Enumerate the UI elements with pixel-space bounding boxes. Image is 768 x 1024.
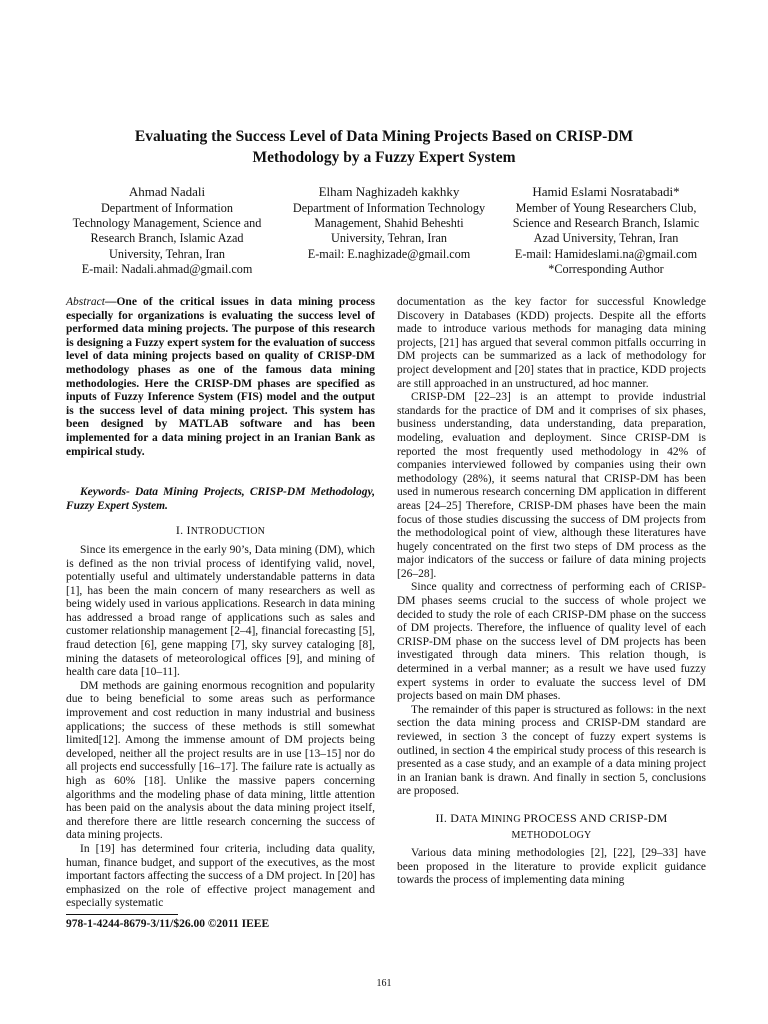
- author-email: E-mail: Nadali.ahmad@gmail.com: [81, 261, 253, 276]
- paper-title: [60, 126, 708, 168]
- section-heading-data-mining-process: II. DATA MINING PROCESS AND CRISP-DM METHODOLOGY: [435, 810, 668, 841]
- body-paragraph: documentation as the key factor for successful Knowledge Discovery in Databases (KDD) projects. Despite all the efforts made to introduce various methods for managing data mining projects, [21] has argued that several common pitfalls occurring in DM projects can be summarized as a lack of methodology for project development and [20] states that in practice, KDD projects are still approached in an unstructured, ad hoc manner.: [397, 296, 706, 390]
- abstract-text: —One of the critical issues in data mining process especially for organizations is evaluating the success level of performed data mining projects. The purpose of this research is designing a Fuzzy expert system for the evaluation of success level of data mining projects based on quality of CRISP-DM methodology phases as one of the famous data mining methodologies. Here the CRISP-DM phases are specified as inputs of Fuzzy Inference System (FIS) model and the output is the success level of data mining project. This system has been designed by MATLAB software and has been implemented for a data mining project in an Iranian Bank as empirical study.: [66, 296, 375, 458]
- corresponding-author-note: *Corresponding Author: [548, 261, 664, 276]
- keywords: Keywords- Data Mining Projects, CRISP-DM Methodology, Fuzzy Expert System.: [66, 486, 375, 512]
- author-affiliation-line: Member of Young Researchers Club,: [515, 201, 697, 215]
- body-paragraph: Various data mining methodologies [2], [22], [29–33] have been proposed in the literature to provide explicit guidance towards the process of implementing data mining: [397, 846, 706, 887]
- author-affiliation-line: Azad University, Tehran, Iran: [533, 231, 679, 246]
- body-paragraph: In [19] has determined four criteria, including data quality, human, finance budget, and support of the executives, as the most important factors affecting the success of a DM project. In [20] has emphasized on the role of effective project management and especially systematic: [66, 842, 375, 910]
- author-affiliation-line: Department of Information Technology: [292, 201, 486, 215]
- copyright-footnote: [66, 914, 375, 930]
- author-name: Elham Naghizadeh kakhky: [318, 184, 460, 199]
- author-email: E-mail: Hamideslami.na@gmail.com: [514, 246, 698, 261]
- author-affiliation-line: Science and Research Branch, Islamic: [512, 216, 700, 231]
- body-paragraph: The remainder of this paper is structured as follows: in the next section the data mining process and CRISP-DM standard are reviewed, in section 3 the concept of fuzzy expert systems is outlined, in section 4 the empirical study process of this research is presented as a case study, and an example of a data mining project in an Iranian bank is drawn. And finally in section 5, conclusions are proposed.: [397, 703, 706, 798]
- author-name: Ahmad Nadali: [128, 184, 206, 199]
- author-email: E-mail: E.naghizade@gmail.com: [307, 246, 471, 261]
- author-block: [62, 183, 706, 277]
- section-heading-introduction: I. INTRODUCTION: [175, 523, 266, 538]
- author-affiliation-line: Technology Management, Science and: [72, 216, 262, 231]
- author-2: [289, 183, 489, 277]
- author-affiliation-line: Department of Information: [101, 201, 233, 215]
- title-line-2: Methodology by a Fuzzy Expert System: [252, 149, 516, 166]
- right-column: [397, 296, 706, 888]
- author-affiliation-line: Management, Shahid Beheshti: [314, 216, 464, 231]
- body-paragraph: DM methods are gaining enormous recognition and popularity due to being beneficial to some areas such as performance improvement and cost reduction in many industrial and business applications; the success of these methods is still somewhat limited[12]. Among the immense amount of DM projects being developed, neither all the project results are in use [13–15] nor do all projects end successfully [16–17]. The failure rate is actually as high as 60% [18]. Unlike the massive papers concerning algorithms and the modeling phase of data mining, little attention has been paid on the analysis about the data mining project itself, and therefore there are little research concerning the success of data mining projects.: [66, 679, 375, 842]
- author-1: [62, 183, 272, 277]
- author-affiliation-line: University, Tehran, Iran: [331, 231, 447, 246]
- body-paragraph: Since its emergence in the early 90’s, Data mining (DM), which is defined as the non trivial process of identifying valid, novel, potentially useful and ultimately understandable patterns in data [1], has been the main concern of many researchers as well as being widely used in various applications. Research in data mining has addressed a broad range of applications such as sales and customer relationship management [2–4], financial forecasting [5], fraud detection [6], gene mapping [7], sky survey cataloging [8], mining the datasets of meteorological offices [9], and mining of health care data [10–11].: [66, 543, 375, 679]
- body-paragraph: CRISP-DM [22–23] is an attempt to provide industrial standards for the practice of DM and it comprises of six phases, business understanding, data understanding, data preparation, modeling, evaluation and deployment. Since CRISP-DM is reported the most frequently used methodology in 42% of companies interviewed followed by companies using their own methodology (28%), it seems natural that CRISP-DM has been used in numerous research concerning DM application in different areas [24–25] Therefore, CRISP-DM phases have been the main focus of those studies discussing the success of DM projects from the methodological point of view, although these literatures have hugely concentrated on the first two steps of DM process as the major indicators of the success or failure of data mining projects [26–28].: [397, 391, 706, 580]
- abstract: [66, 296, 375, 459]
- body-paragraph: Since quality and correctness of performing each of CRISP-DM phases seems crucial to the success of whole project we decided to study the role of each CRISP-DM phase on the success of DM projects. Therefore, the influence of quality level of each CRISP-DM phase on the success level of DM projects has been investigated through data miners. This relation though, is determined in a verbal manner; as a result we have used fuzzy expert systems in order to evaluate the success level of DM projects based on main DM phases.: [397, 581, 706, 703]
- footnote-rule: [66, 914, 178, 915]
- author-3: [506, 183, 706, 277]
- abstract-label: Abstract: [66, 296, 105, 308]
- copyright-text: 978-1-4244-8679-3/11/$26.00 ©2011 IEEE: [66, 918, 270, 930]
- title-line-1: Evaluating the Success Level of Data Mining Projects Based on CRISP-DM: [134, 128, 634, 145]
- author-affiliation-line: University, Tehran, Iran: [109, 246, 225, 261]
- author-affiliation-line: Research Branch, Islamic Azad: [90, 231, 244, 246]
- author-name: Hamid Eslami Nosratabadi*: [532, 184, 680, 199]
- page-number: 161: [376, 978, 392, 989]
- left-column: [66, 296, 375, 911]
